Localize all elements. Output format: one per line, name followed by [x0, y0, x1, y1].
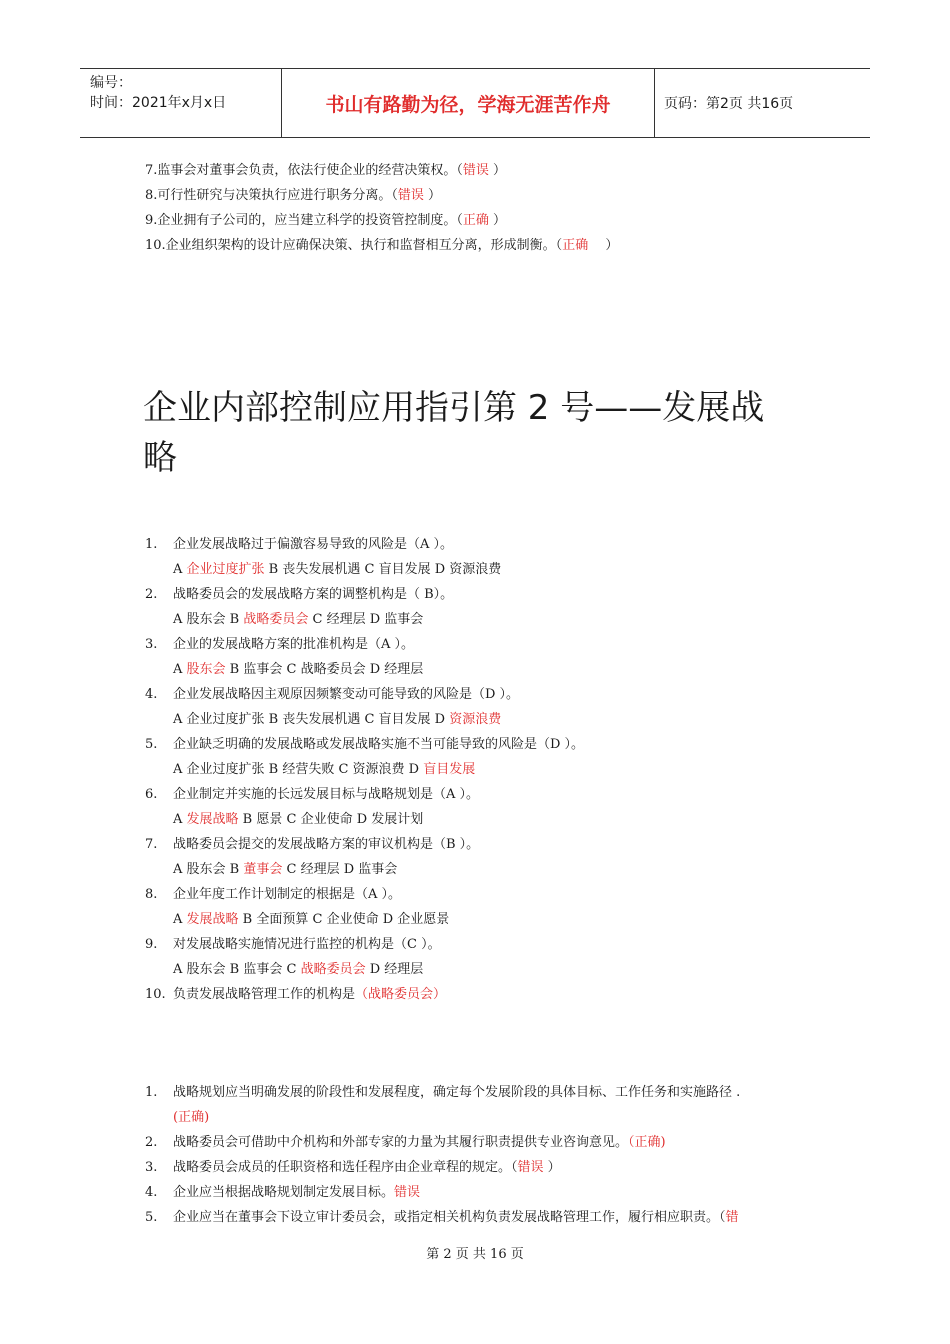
judge-answer: (正确): [173, 1110, 210, 1125]
tf-item: 7.监事会对董事会负责，依法行使企业的经营决策权。（错误 ）: [145, 163, 507, 178]
choice-question: 5. 企业缺乏明确的发展战略或发展战略实施不当可能导致的风险是（D ）。: [145, 737, 585, 752]
choice-options: A 股东会 B 监事会 C 战略委员会 D 经理层: [173, 962, 424, 977]
tf-item: 10.企业组织架构的设计应确保决策、执行和监督相互分离，形成制衡。（正确 ）: [145, 238, 619, 253]
header-divider: [654, 69, 655, 137]
judge-question: 3. 战略委员会成员的任职资格和选任程序由企业章程的规定。（错误 ）: [145, 1160, 561, 1175]
choice-options: A 股东会 B 监事会 C 战略委员会 D 经理层: [173, 662, 424, 677]
choice-question: 4. 企业发展战略因主观原因频繁变动可能导致的风险是（D ）。: [145, 687, 520, 702]
choice-options: A 股东会 B 战略委员会 C 经理层 D 监事会: [173, 612, 424, 627]
choice-options: A 发展战略 B 全面预算 C 企业使命 D 企业愿景: [173, 912, 450, 927]
choice-options: A 企业过度扩张 B 丧失发展机遇 C 盲目发展 D 资源浪费: [173, 712, 502, 727]
time-label: 时间：2021年x月x日: [90, 95, 227, 111]
header-page-info: 页码：第2页 共16页: [664, 96, 794, 112]
judge-question: 2. 战略委员会可借助中介机构和外部专家的力量为其履行职责提供专业咨询意见。（正确): [145, 1135, 666, 1150]
choice-question: 10. 负责发展战略管理工作的机构是（战略委员会）: [145, 987, 447, 1002]
choice-options: A 企业过度扩张 B 丧失发展机遇 C 盲目发展 D 资源浪费: [173, 562, 502, 577]
judge-question: 4. 企业应当根据战略规划制定发展目标。错误: [145, 1185, 421, 1200]
choice-question: 3. 企业的发展战略方案的批准机构是（A ）。: [145, 637, 415, 652]
tf-item: 8.可行性研究与决策执行应进行职务分离。（错误 ）: [145, 188, 442, 203]
header-meta: [90, 73, 280, 113]
page-footer: 第 2 页 共 16 页: [426, 1247, 524, 1262]
choice-question: 8. 企业年度工作计划制定的根据是（A ）。: [145, 887, 402, 902]
choice-options: A 企业过度扩张 B 经营失败 C 资源浪费 D 盲目发展: [173, 762, 476, 777]
choice-question: 2. 战略委员会的发展战略方案的调整机构是（ B）。: [145, 587, 454, 602]
judge-question: 5. 企业应当在董事会下设立审计委员会，或指定相关机构负责发展战略管理工作，履行相应职责。（错: [145, 1210, 739, 1225]
section-title: 企业内部控制应用指引第 2 号——发展战 略: [143, 388, 765, 478]
page-header: [80, 68, 870, 138]
tf-item: 9.企业拥有子公司的，应当建立科学的投资管控制度。（正确 ）: [145, 213, 507, 228]
code-label: 编号：: [90, 75, 132, 91]
judge-question: 1. 战略规划应当明确发展的阶段性和发展程度，确定每个发展阶段的具体目标、工作任务和实施路径 .: [145, 1085, 741, 1100]
choice-question: 9. 对发展战略实施情况进行监控的机构是（C ）。: [145, 937, 441, 952]
choice-question: 1. 企业发展战略过于偏激容易导致的风险是（A ）。: [145, 537, 454, 552]
header-motto: 书山有路勤为径，学海无涯苦作舟: [325, 93, 611, 116]
choice-options: A 股东会 B 董事会 C 经理层 D 监事会: [173, 862, 398, 877]
choice-question: 7. 战略委员会提交的发展战略方案的审议机构是（B ）。: [145, 837, 480, 852]
choice-options: A 发展战略 B 愿景 C 企业使命 D 发展计划: [173, 812, 424, 827]
choice-question: 6. 企业制定并实施的长远发展目标与战略规划是（A ）。: [145, 787, 480, 802]
